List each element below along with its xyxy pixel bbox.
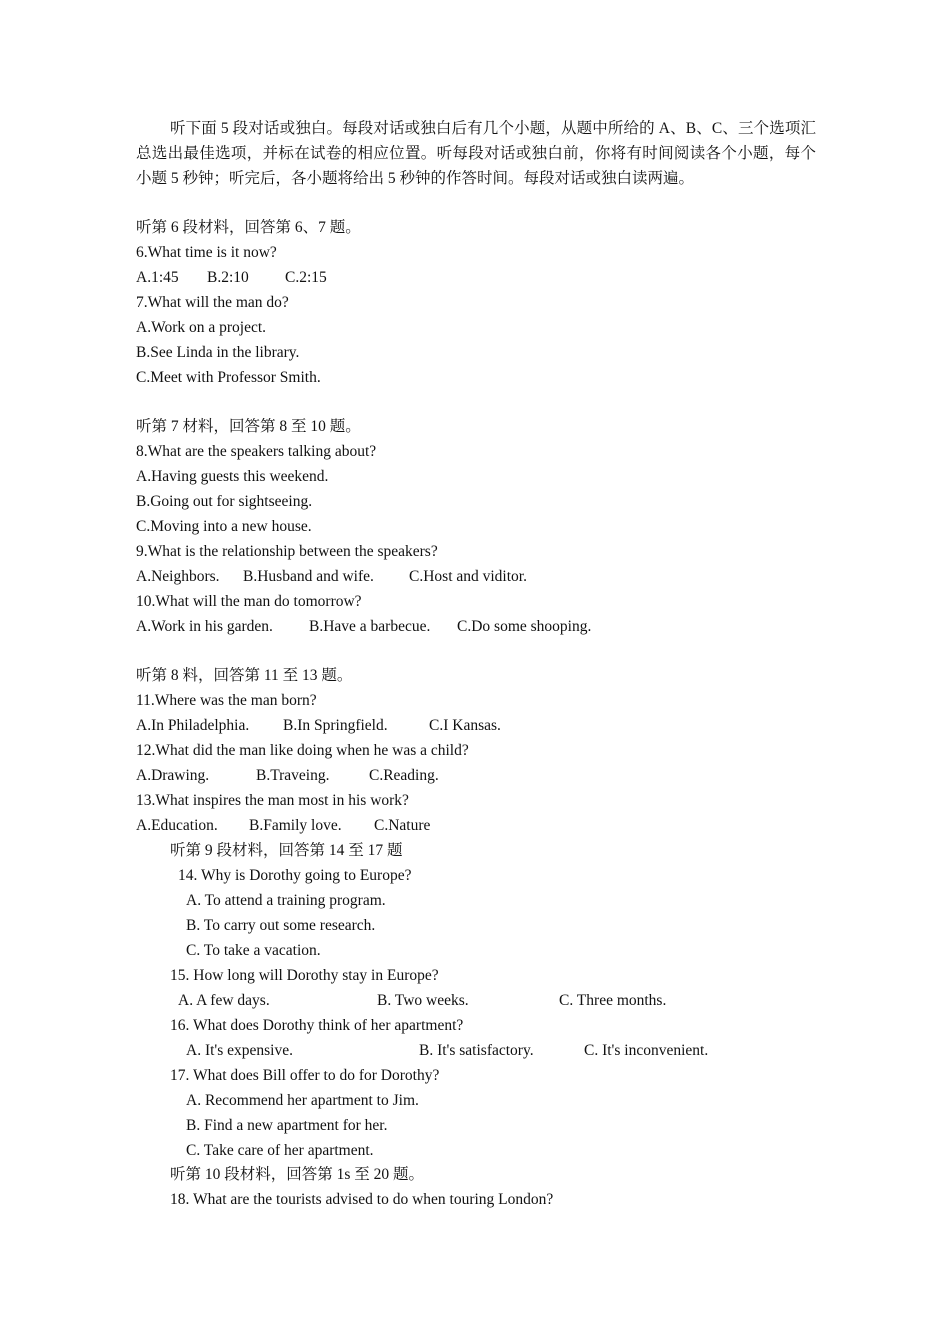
q10-option-a: A.Work in his garden.: [136, 618, 273, 635]
question-11-options: [136, 716, 501, 736]
question-14: 14. Why is Dorothy going to Europe?: [178, 867, 412, 884]
q16-option-c: C. It's inconvenient.: [584, 1042, 709, 1059]
question-9: 9.What is the relationship between the speakers?: [136, 543, 438, 560]
q15-option-b: B. Two weeks.: [377, 992, 469, 1009]
q13-option-c: C.Nature: [374, 817, 431, 834]
question-7: 7.What will the man do?: [136, 294, 289, 311]
question-15: 15. How long will Dorothy stay in Europe?: [170, 967, 439, 984]
q11-option-c: C.I Kansas.: [429, 717, 501, 734]
q17-option-b: B. Find a new apartment for her.: [186, 1117, 388, 1134]
q9-option-c: C.Host and viditor.: [409, 568, 527, 585]
question-12: 12.What did the man like doing when he was a child?: [136, 742, 469, 759]
q16-option-b: B. It's satisfactory.: [419, 1042, 534, 1059]
question-13-options: [136, 816, 431, 836]
q16-option-a: A. It's expensive.: [186, 1042, 293, 1059]
q15-option-a: A. A few days.: [178, 992, 270, 1009]
question-18: 18. What are the tourists advised to do when touring London?: [170, 1191, 554, 1208]
question-9-options: [136, 567, 527, 587]
q14-option-b: B. To carry out some research.: [186, 917, 376, 934]
question-11: 11.Where was the man born?: [136, 692, 317, 709]
section-8-heading: 听第 8 料，回答第 11 至 13 题。: [136, 667, 353, 684]
q10-option-c: C.Do some shooping.: [457, 618, 592, 635]
q9-option-a: A.Neighbors.: [136, 568, 220, 585]
q8-option-a: A.Having guests this weekend.: [136, 468, 329, 485]
q14-option-c: C. To take a vacation.: [186, 942, 321, 959]
q12-option-a: A.Drawing.: [136, 767, 210, 784]
q8-option-c: C.Moving into a new house.: [136, 518, 312, 535]
q13-option-b: B.Family love.: [249, 817, 342, 834]
question-8: 8.What are the speakers talking about?: [136, 443, 377, 460]
q9-option-b: B.Husband and wife.: [243, 568, 374, 585]
q7-option-c: C.Meet with Professor Smith.: [136, 369, 321, 386]
q12-option-c: C.Reading.: [369, 767, 439, 784]
q13-option-a: A.Education.: [136, 817, 218, 834]
q11-option-b: B.In Springfield.: [283, 717, 388, 734]
q17-option-c: C. Take care of her apartment.: [186, 1142, 374, 1159]
q6-option-b: B.2:10: [207, 269, 249, 286]
question-10: 10.What will the man do tomorrow?: [136, 593, 362, 610]
question-6-options: [136, 268, 327, 288]
q11-option-a: A.In Philadelphia.: [136, 717, 250, 734]
q6-option-a: A.1:45: [136, 269, 179, 286]
q7-option-b: B.See Linda in the library.: [136, 344, 300, 361]
question-12-options: [136, 766, 439, 786]
section-9-heading: 听第 9 段材料，回答第 14 至 17 题: [170, 842, 403, 859]
q10-option-b: B.Have a barbecue.: [309, 618, 431, 635]
instructions-text: 听下面 5 段对话或独白。每段对话或独白后有几个小题，从题中所给的 A、B、C、三个选项汇总选出最佳选项，并标在试卷的相应位置。听每段对话或独白前，你将有时间阅读各个小题，每个小题 5 秒钟；听完后，各小题将给出 5 秒钟的作答时间。每段对话或独白读两遍。: [136, 120, 816, 187]
section-7-heading: 听第 7 材料，回答第 8 至 10 题。: [136, 418, 361, 435]
question-13: 13.What inspires the man most in his work?: [136, 792, 409, 809]
q15-option-c: C. Three months.: [559, 992, 667, 1009]
q8-option-b: B.Going out for sightseeing.: [136, 493, 313, 510]
instructions-paragraph: [136, 116, 816, 191]
q7-option-a: A.Work on a project.: [136, 319, 267, 336]
section-6-heading: 听第 6 段材料，回答第 6、7 题。: [136, 219, 361, 236]
q6-option-c: C.2:15: [285, 269, 327, 286]
question-16: 16. What does Dorothy think of her apartment?: [170, 1017, 464, 1034]
question-6: 6.What time is it now?: [136, 244, 277, 261]
section-10-heading: 听第 10 段材料，回答第 1s 至 20 题。: [170, 1166, 425, 1183]
q14-option-a: A. To attend a training program.: [186, 892, 386, 909]
question-17: 17. What does Bill offer to do for Dorothy?: [170, 1067, 440, 1084]
question-10-options: [136, 617, 592, 637]
q12-option-b: B.Traveing.: [256, 767, 330, 784]
q17-option-a: A. Recommend her apartment to Jim.: [186, 1092, 419, 1109]
